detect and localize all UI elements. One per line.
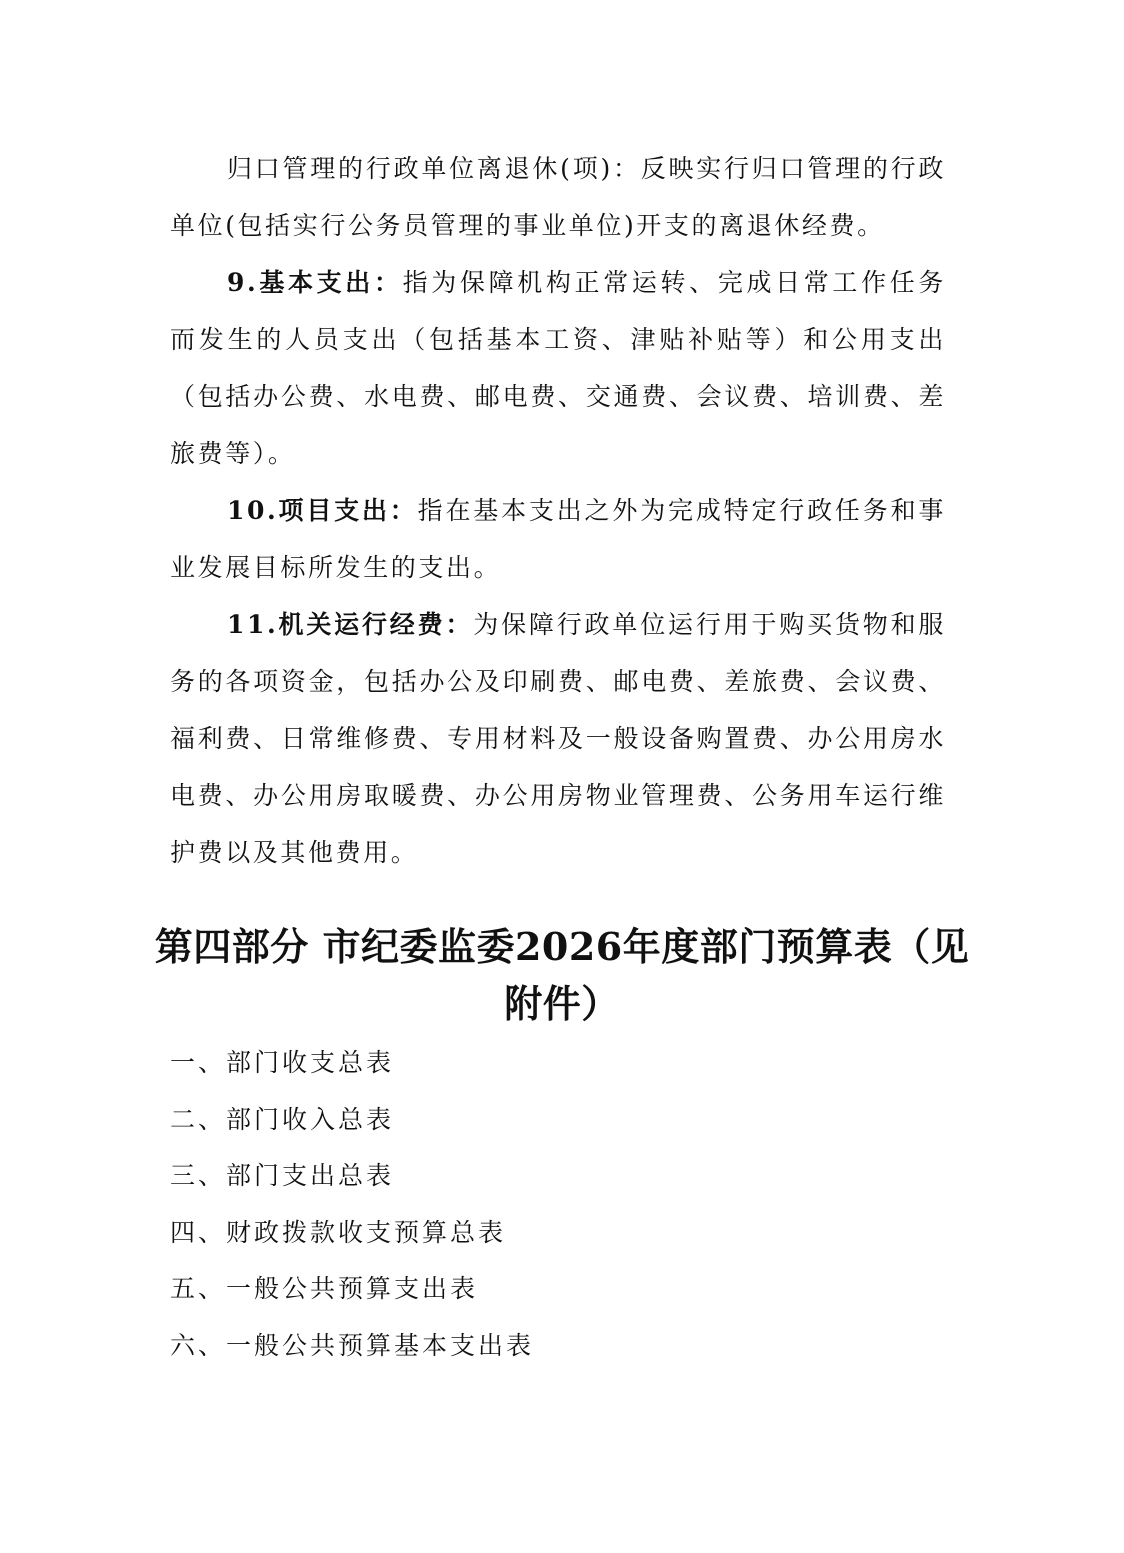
- attachment-item: 五、一般公共预算支出表: [170, 1274, 479, 1303]
- term-label: 9.基本支出：: [227, 268, 403, 297]
- paragraph-operating-funds: [170, 596, 946, 881]
- term-label: 10.项目支出：: [227, 496, 418, 525]
- term-label: 11.机关运行经费：: [227, 610, 474, 639]
- paragraph-text: 为保障行政单位运行用于购买货物和服务的各项资金，包括办公及印刷费、邮电费、差旅费、会议费、福利费、日常维修费、专用材料及一般设备购置费、办公用房水电费、办公用房取暖费、办公用房物业管理费、公务用车运行维护费以及其他费用。: [170, 610, 946, 867]
- attachment-item: 三、部门支出总表: [170, 1161, 395, 1190]
- paragraph-project-expenditure: [170, 482, 946, 596]
- attachment-item: 一、部门收支总表: [170, 1048, 395, 1077]
- paragraph-retiree-expenses: [170, 140, 946, 254]
- paragraph-text: 归口管理的行政单位离退休(项)：反映实行归口管理的行政单位(包括实行公务员管理的事业单位)开支的离退休经费。: [170, 154, 946, 240]
- paragraph-basic-expenditure: [170, 254, 946, 482]
- attachment-item: 二、部门收入总表: [170, 1104, 395, 1134]
- paragraph-text: 指为保障机构正常运转、完成日常工作任务而发生的人员支出（包括基本工资、津贴补贴等）和公用支出（包括办公费、水电费、邮电费、交通费、会议费、培训费、差旅费等）。: [170, 268, 946, 468]
- section-heading: 第四部分 市纪委监委2026年度部门预算表（见附件）: [154, 924, 970, 1026]
- attachment-list: [170, 1035, 534, 1374]
- paragraph-text: 指在基本支出之外为完成特定行政任务和事业发展目标所发生的支出。: [170, 496, 946, 582]
- definitions-body: [170, 140, 946, 881]
- attachment-item: 六、一般公共预算基本支出表: [170, 1330, 535, 1360]
- attachment-item: 四、财政拨款收支预算总表: [170, 1217, 507, 1247]
